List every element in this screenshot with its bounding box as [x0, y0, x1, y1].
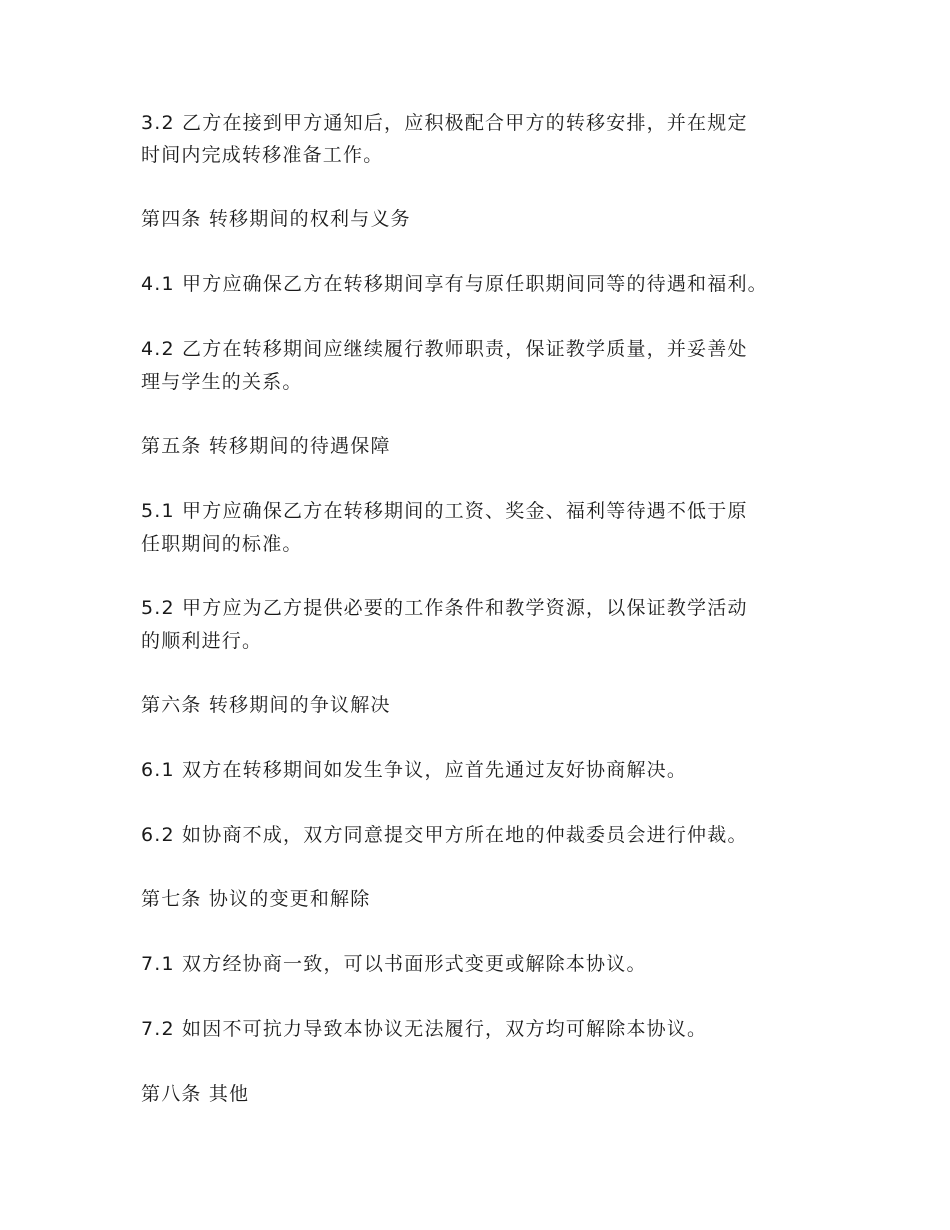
clause-6-2: 6.2 如协商不成，双方同意提交甲方所在地的仲裁委员会进行仲裁。: [141, 824, 748, 846]
clause-4-1: 4.1 甲方应确保乙方在转移期间享有与原任职期间同等的待遇和福利。: [141, 273, 768, 295]
clause-4-2-line-2: 理与学生的关系。: [141, 371, 303, 393]
clause-3-2-line-1: 3.2 乙方在接到甲方通知后，应积极配合甲方的转移安排，并在规定: [141, 112, 748, 134]
clause-3-2-line-2: 时间内完成转移准备工作。: [141, 144, 384, 166]
article-5-heading: 第五条 转移期间的待遇保障: [141, 435, 391, 457]
clause-5-2-line-2: 的顺利进行。: [141, 630, 263, 652]
article-8-heading: 第八条 其他: [141, 1083, 250, 1105]
clause-5-1-line-2: 任职期间的标准。: [141, 533, 303, 555]
article-4-heading: 第四条 转移期间的权利与义务: [141, 208, 411, 230]
clause-5-1-line-1: 5.1 甲方应确保乙方在转移期间的工资、奖金、福利等待遇不低于原: [141, 500, 748, 522]
clause-7-1: 7.1 双方经协商一致，可以书面形式变更或解除本协议。: [141, 953, 647, 975]
clause-4-2-line-1: 4.2 乙方在转移期间应继续履行教师职责，保证教学质量，并妥善处: [141, 338, 748, 360]
clause-5-2-line-1: 5.2 甲方应为乙方提供必要的工作条件和教学资源，以保证教学活动: [141, 597, 748, 619]
article-6-heading: 第六条 转移期间的争议解决: [141, 694, 391, 716]
clause-7-2: 7.2 如因不可抗力导致本协议无法履行，双方均可解除本协议。: [141, 1018, 708, 1040]
clause-6-1: 6.1 双方在转移期间如发生争议，应首先通过友好协商解决。: [141, 759, 688, 781]
article-7-heading: 第七条 协议的变更和解除: [141, 888, 371, 910]
